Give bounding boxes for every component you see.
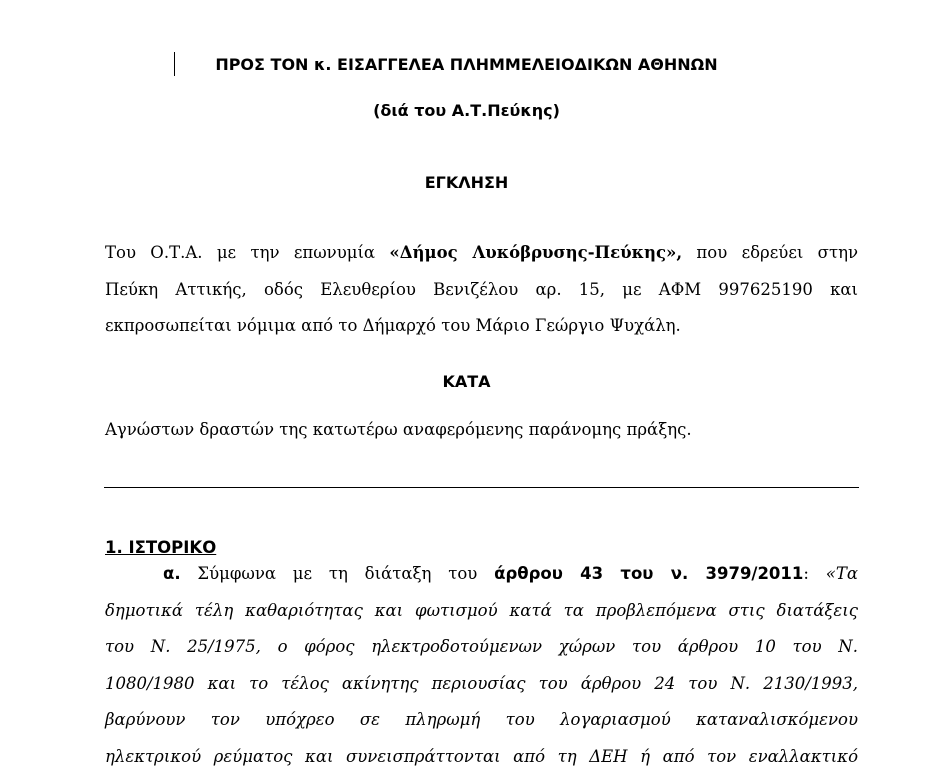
via-subheading: (διά του Α.Τ.Πεύκης) [0, 101, 933, 120]
colon: : [803, 564, 825, 583]
complainant-paragraph [105, 235, 858, 345]
item-label: α. [163, 564, 181, 583]
history-paragraph [105, 556, 858, 775]
quote-line-2: του Ν. 25/1975, ο φόρος ηλεκτροδοτούμενων χώρων του άρθρου 10 του Ν. [105, 629, 858, 666]
against-heading: ΚΑΤΑ [0, 372, 933, 391]
against-paragraph [105, 412, 858, 449]
document-title: ΕΓΚΛΗΣΗ [0, 173, 933, 192]
history-line-1 [105, 556, 858, 593]
complainant-intro: Του Ο.Τ.Α. με την επωνυμία [105, 243, 389, 262]
against-text: Αγνώστων δραστών της κατωτέρω αναφερόμενης παράνομης πράξης. [105, 412, 858, 449]
section-title: 1. ΙΣΤΟΡΙΚΟ [105, 538, 216, 557]
entity-name: «Δήμος Λυκόβρυσης-Πεύκης», [389, 243, 682, 262]
quote-line-5: ηλεκτρικού ρεύματος και συνεισπράττονται από τη ΔΕΗ ή από τον εναλλακτικό [105, 739, 858, 775]
quote-start: «Τα [826, 564, 858, 583]
complainant-line-3: εκπροσωπείται νόμιμα από το Δήμαρχό του Μάριο Γεώργιο Ψυχάλη. [105, 308, 858, 345]
quote-line-1: δημοτικά τέλη καθαριότητας και φωτισμού κατά τα προβλεπόμενα στις διατάξεις [105, 593, 858, 630]
complainant-seat: που εδρεύει στην [682, 243, 858, 262]
quote-line-3: 1080/1980 και το τέλος ακίνητης περιουσίας του άρθρου 24 του Ν. 2130/1993, [105, 666, 858, 703]
law-reference: άρθρου 43 του ν. 3979/2011 [494, 564, 803, 583]
complainant-line-2: Πεύκη Αττικής, οδός Ελευθερίου Βενιζέλου αρ. 15, με ΑΦΜ 997625190 και [105, 272, 858, 309]
history-intro: Σύμφωνα με τη διάταξη του [181, 564, 495, 583]
complainant-line-1 [105, 235, 858, 272]
quote-line-4: βαρύνουν τον υπόχρεο σε πληρωμή του λογαριασμού καταναλισκόμενου [105, 702, 858, 739]
horizontal-rule [104, 487, 859, 488]
addressee-heading: ΠΡΟΣ ΤΟΝ κ. ΕΙΣΑΓΓΕΛΕΑ ΠΛΗΜΜΕΛΕΙΟΔΙΚΩΝ ΑΘΗΝΩΝ [0, 55, 933, 74]
